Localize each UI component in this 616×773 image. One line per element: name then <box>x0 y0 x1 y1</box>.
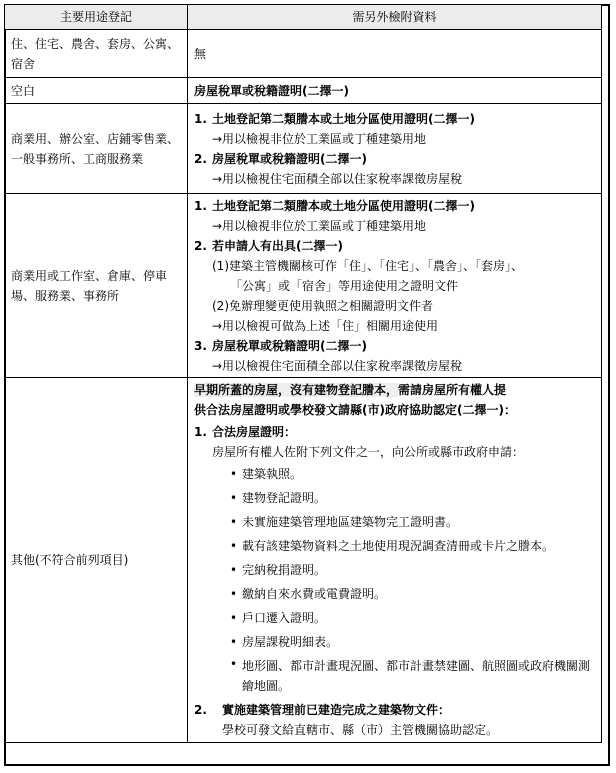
docs-cell <box>188 104 602 194</box>
usage-cell: 商業用或工作室、倉庫、停車場、服務業、事務所 <box>5 194 188 378</box>
item-title: 房屋稅單或稅籍證明(二擇一) <box>212 338 367 353</box>
list-item: • 完納稅捐證明。 <box>230 558 595 582</box>
bullet-list <box>194 462 595 698</box>
item-number: 2. <box>194 703 207 717</box>
table-row <box>5 378 602 743</box>
list-item: • 房屋課稅明細表。 <box>230 630 595 654</box>
usage-cell: 其他(不符合前列項目) <box>5 378 188 743</box>
list-item <box>194 236 595 336</box>
table-row <box>5 194 602 378</box>
item-desc: 房屋所有權人佐附下列文件之一，向公所或縣市政府申請： <box>212 445 525 459</box>
item-title: 土地登記第二類謄本或土地分區使用證明(二擇一) <box>212 111 475 126</box>
list-item: • 載有該建築物資料之土地使用現況調查清冊或卡片之謄本。 <box>230 534 595 558</box>
list-item: • 建物登記證明。 <box>230 486 595 510</box>
usage-cell: 空白 <box>5 78 188 104</box>
item-number: 1. <box>194 425 207 439</box>
option-1-cont: 「公寓」或「宿舍」等用途使用之證明文件 <box>230 278 459 293</box>
header-documents: 需另外檢附資料 <box>188 5 602 30</box>
option-note: →用以檢視可做為上述「住」相關用途使用 <box>212 318 439 333</box>
item-number: 1. <box>194 198 207 213</box>
requirements-table <box>4 4 602 743</box>
item-number: 1. <box>194 111 207 126</box>
intro-text-cont: 供合法房屋證明或學校發文請縣(市)政府協助認定(二擇一)： <box>194 403 516 417</box>
item-note: →用以檢視非位於工業區或丁種建築用地 <box>212 131 427 146</box>
docs-cell: 無 <box>188 30 602 78</box>
docs-cell <box>188 378 602 743</box>
item-note: →用以檢視住宅面積全部以住家稅率課徵房屋稅 <box>212 358 463 373</box>
docs-cell: 房屋稅單或稅籍證明(二擇一) <box>188 78 602 104</box>
list-item <box>194 422 595 462</box>
list-item: • 地形圖、都市計畫現況圖、都市計畫禁建圖、航照圖或政府機關測繪地圖。 <box>230 654 595 698</box>
item-desc: 學校可發文給直轄市、縣（市）主管機關協助認定。 <box>222 723 499 737</box>
item-title: 土地登記第二類謄本或土地分區使用證明(二擇一) <box>212 198 475 213</box>
item-note: →用以檢視非位於工業區或丁種建築用地 <box>212 218 427 233</box>
item-title: 若申請人有出具(二擇一) <box>212 238 343 253</box>
item-number: 3. <box>194 338 207 353</box>
list-item <box>194 196 595 236</box>
list-item: • 繳納自來水費或電費證明。 <box>230 582 595 606</box>
list-item <box>194 149 595 189</box>
item-title: 房屋稅單或稅籍證明(二擇一) <box>212 151 367 166</box>
table-row <box>5 78 602 104</box>
usage-cell: 住、住宅、農舍、套房、公寓、宿舍 <box>5 30 188 78</box>
table-row <box>5 104 602 194</box>
item-number: 2. <box>194 151 207 166</box>
item-title: 實施建築管理前已建造完成之建築物文件： <box>222 703 451 717</box>
list-item: • 未實施建築管理地區建築物完工證明書。 <box>230 510 595 534</box>
list-item <box>194 109 595 149</box>
usage-cell: 商業用、辦公室、店鋪零售業、一般事務所、工商服務業 <box>5 104 188 194</box>
header-row <box>5 5 602 30</box>
docs-cell <box>188 194 602 378</box>
option-1: (1)建築主管機關核可作「住」、「住宅」、「農舍」、「套房」、 <box>212 258 524 273</box>
list-item: • 戶口遷入證明。 <box>230 606 595 630</box>
table-row <box>5 30 602 78</box>
header-usage: 主要用途登記 <box>5 5 188 30</box>
list-item <box>194 700 595 740</box>
option-2: (2)免辦理變更使用執照之相關證明文件者 <box>212 298 433 313</box>
intro-text: 早期所蓋的房屋，沒有建物登記謄本，需請房屋所有權人提 <box>194 383 507 397</box>
item-title: 合法房屋證明： <box>212 425 297 439</box>
item-number: 2. <box>194 238 207 253</box>
item-note: →用以檢視住宅面積全部以住家稅率課徵房屋稅 <box>212 171 463 186</box>
list-item <box>194 336 595 376</box>
list-item: • 建築執照。 <box>230 462 595 486</box>
